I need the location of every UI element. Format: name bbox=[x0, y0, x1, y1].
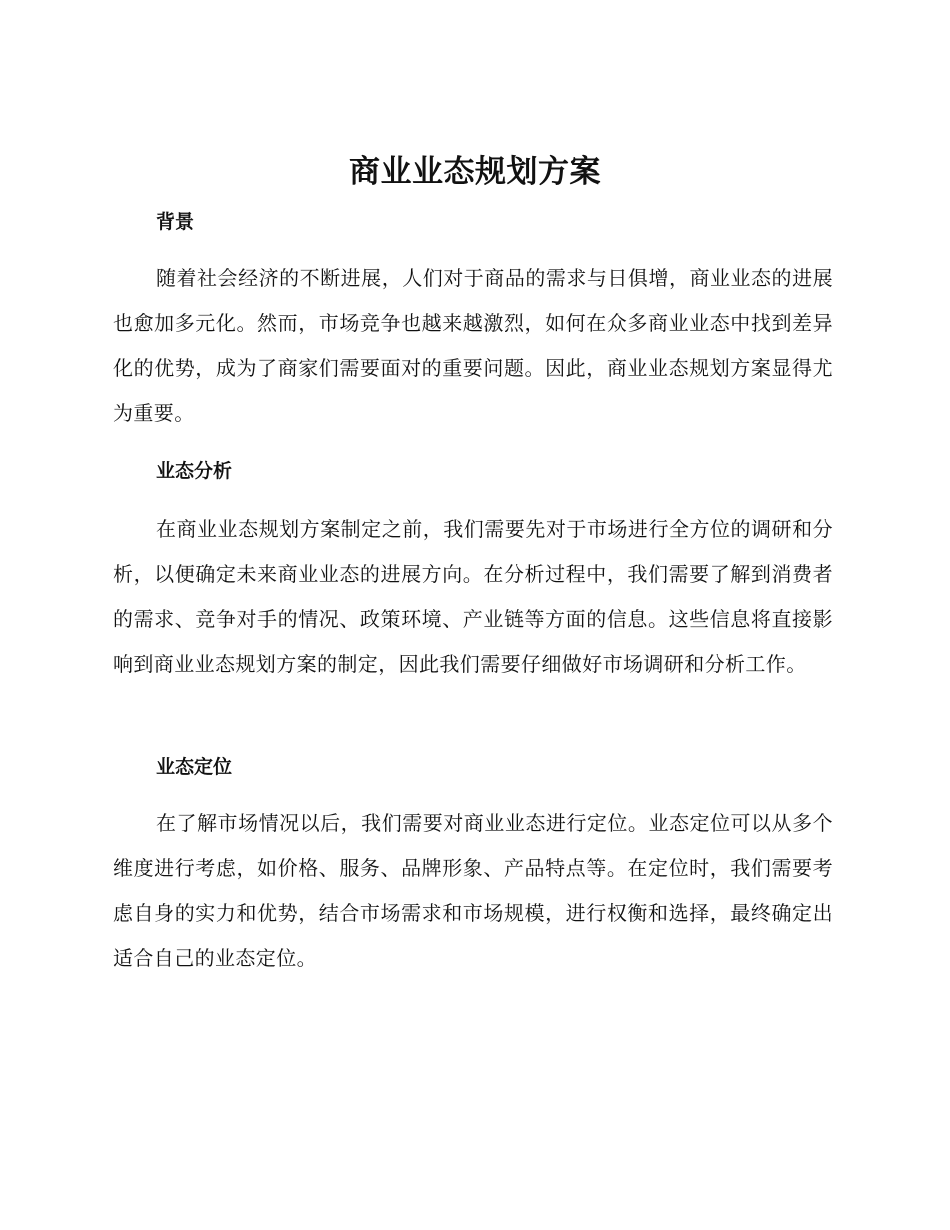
section-paragraph-background: 随着社会经济的不断进展，人们对于商品的需求与日俱增，商业业态的进展也愈加多元化。然而，市场竞争也越来越激烈，如何在众多商业业态中找到差异化的优势，成为了商家们需要面对的重要问题。因此，商业业态规划方案显得尤为重要。 bbox=[113, 266, 833, 425]
section-paragraph-positioning: 在了解市场情况以后，我们需要对商业业态进行定位。业态定位可以从多个维度进行考虑，如价格、服务、品牌形象、产品特点等。在定位时，我们需要考虑自身的实力和优势，结合市场需求和市场规模，进行权衡和选择，最终确定出适合自己的业态定位。 bbox=[113, 811, 833, 970]
section-paragraph-analysis: 在商业业态规划方案制定之前，我们需要先对于市场进行全方位的调研和分析，以便确定未来商业业态的进展方向。在分析过程中，我们需要了解到消费者的需求、竞争对手的情况、政策环境、产业链等方面的信息。这些信息将直接影响到商业业态规划方案的制定，因此我们需要仔细做好市场调研和分析工作。 bbox=[113, 517, 833, 676]
document-title: 商业业态规划方案 bbox=[349, 154, 601, 190]
section-heading-background: 背景 bbox=[156, 211, 195, 233]
section-heading-analysis: 业态分析 bbox=[156, 460, 233, 482]
section-heading-positioning: 业态定位 bbox=[156, 756, 233, 778]
